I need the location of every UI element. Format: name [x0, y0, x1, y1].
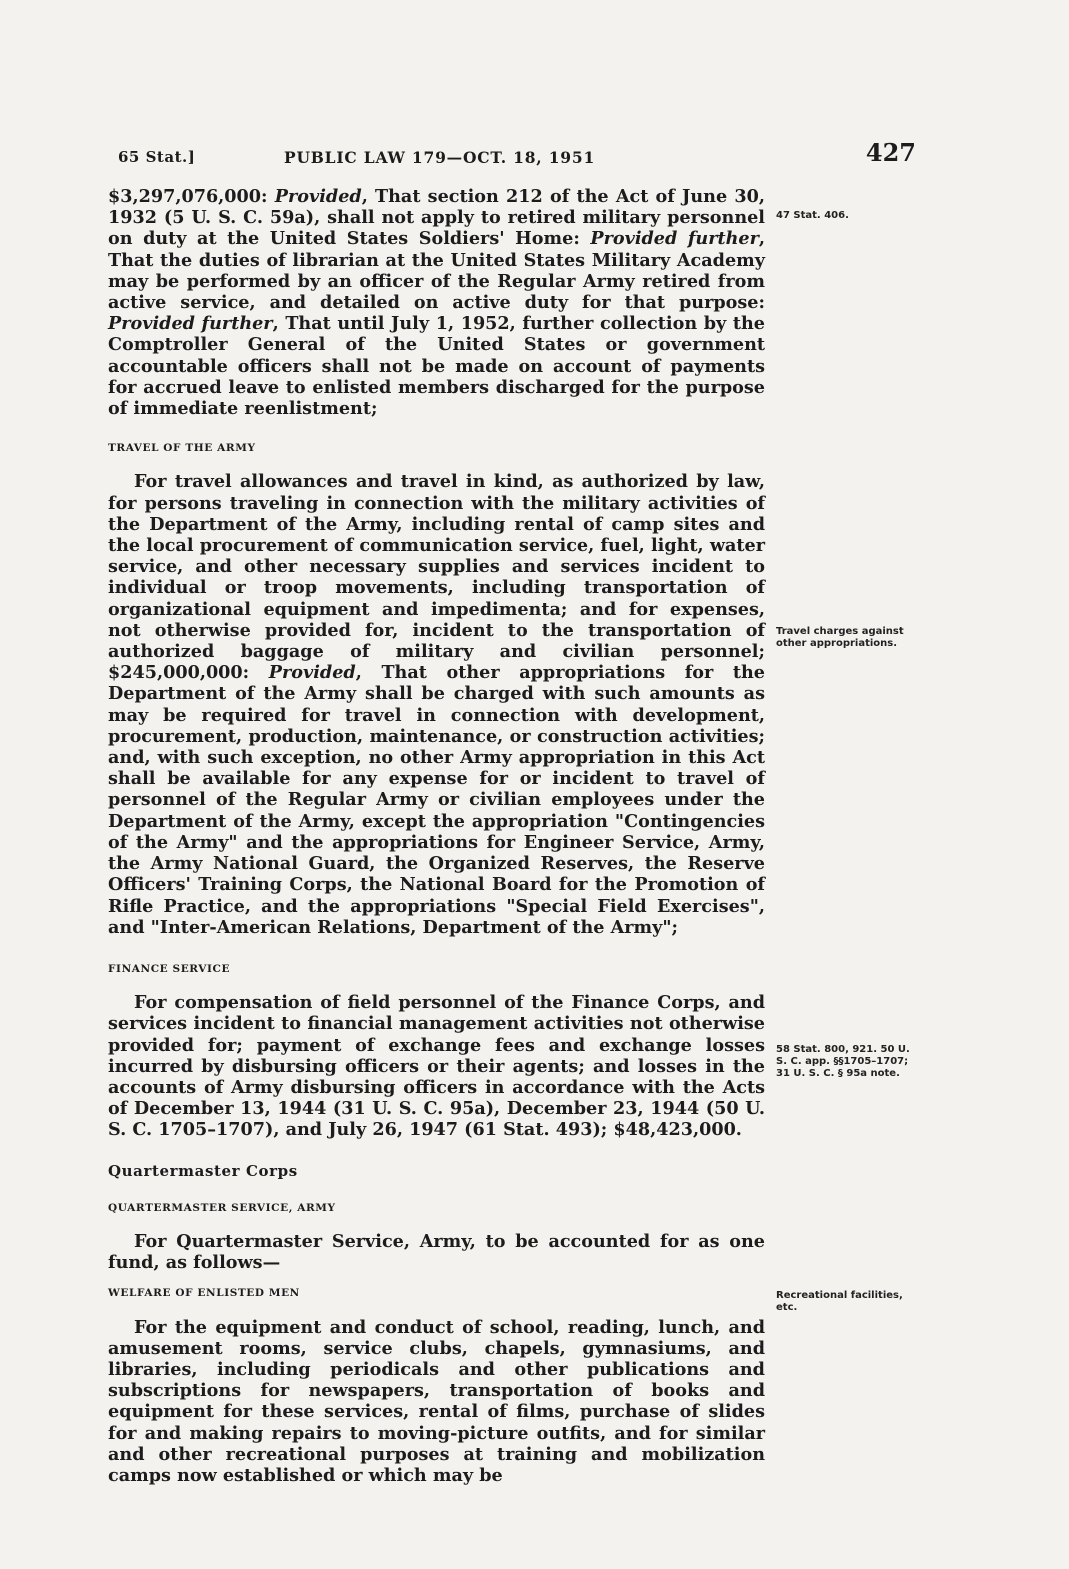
paragraph-appropriation-provisos: $3,297,076,000: Provided, That section 212 of the Act of June 30, 1932 (5 U. S. C. 59a), shall not apply to retired military personnel on duty at the United States Soldiers' Home: Provided further, That the duties of librarian at the United States Military Academy may be performed by an officer of the Regular Army retired from active service, and detailed on active duty for that purpose: Provided further, That until July 1, 1952, further collection by the Comptroller General of the United States or government accountable officers shall not be made on account of payments for accrued leave to enlisted members discharged for the purpose of immediate reenlistment;: [108, 186, 765, 420]
heading-travel-of-the-army: TRAVEL OF THE ARMY: [108, 442, 256, 455]
paragraph-travel: For travel allowances and travel in kind, as authorized by law, for persons traveling in connection with the military activities of the Department of the Army, including rental of camp sites and the local procurement of communication service, fuel, light, water service, and other necessary supplies and services incident to individual or troop movements, including transportation of organizational equipment and impedimenta; and for expenses, not otherwise provided for, incident to the transportation of authorized baggage of military and civilian personnel; $245,000,000: Provided, That other appropriations for the Department of the Army shall be charged with such amounts as may be required for travel in connection with development, procurement, production, maintenance, or construction activities; and, with such exception, no other Army appropriation in this Act shall be available for any expense for or incident to travel of personnel of the Regular Army or civilian employees under the Department of the Army, except the appropriation "Contingencies of the Army" and the appropriations for Engineer Service, Army, the Army National Guard, the Organized Reserves, the Reserve Officers' Training Corps, the National Board for the Promotion of Rifle Practice, and the appropriations "Special Field Exercises", and "Inter-American Relations, Department of the Army";: [108, 471, 765, 938]
margin-note-finance-citations: 58 Stat. 800, 921. 50 U. S. C. app. §§1705–1707; 31 U. S. C. § 95a note.: [776, 1044, 910, 1079]
heading-quartermaster-corps: Quartermaster Corps: [108, 1161, 298, 1180]
margin-note-recreational: Recreational facilities, etc.: [776, 1290, 903, 1313]
paragraph-quartermaster-service: For Quartermaster Service, Army, to be accounted for as one fund, as follows—: [108, 1230, 765, 1274]
volume-reference: 65 Stat.]: [118, 148, 196, 166]
margin-note-travel-charges: Travel charges against other appropriations.: [776, 626, 904, 649]
paragraph-finance: For compensation of field personnel of the Finance Corps, and services incident to financial management activities not otherwise provided for; payment of exchange fees and exchange losses incurred by disbursing officers or their agents; and losses in the accounts of Army disbursing officers in accordance with the Acts of December 13, 1944 (31 U. S. C. 95a), December 23, 1944 (50 U. S. C. 1705–1707), and July 26, 1947 (61 Stat. 493); $48,423,000.: [108, 992, 765, 1141]
heading-welfare-of-enlisted-men: WELFARE OF ENLISTED MEN: [108, 1287, 300, 1300]
margin-note-statute-reference: 47 Stat. 406.: [776, 210, 849, 221]
heading-finance-service: FINANCE SERVICE: [108, 962, 231, 975]
main-text: [108, 186, 765, 1486]
page-header: [118, 138, 918, 176]
running-title: PUBLIC LAW 179—OCT. 18, 1951: [284, 148, 596, 167]
paragraph-welfare: For the equipment and conduct of school, reading, lunch, and amusement rooms, service clubs, chapels, gymnasiums, and libraries, including periodicals and other publications and subscriptions for newspapers, transportation of books and equipment for these services, rental of films, purchase of slides for and making repairs to moving-picture outfits, and for similar and other recreational purposes at training and mobilization camps now established or which may be: [108, 1316, 765, 1486]
heading-quartermaster-service: QUARTERMASTER SERVICE, ARMY: [108, 1201, 336, 1214]
page-number: 427: [865, 138, 916, 167]
